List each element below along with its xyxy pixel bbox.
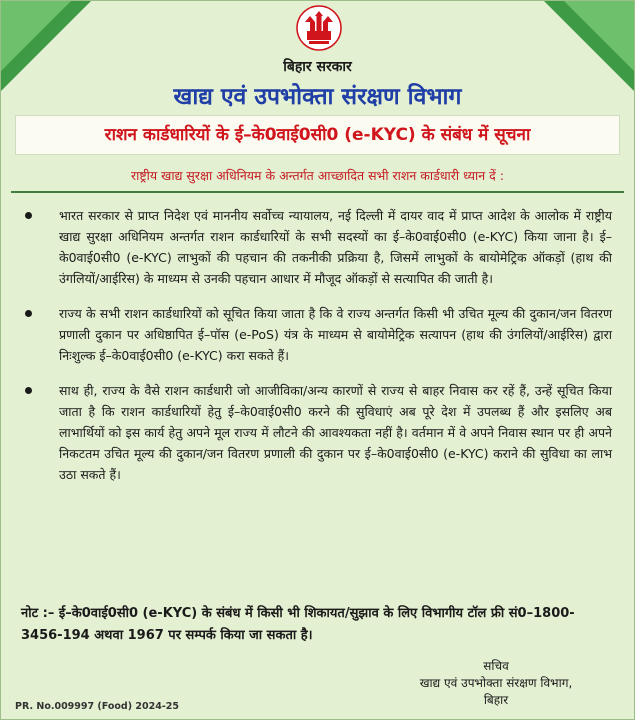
bullet-text: भारत सरकार से प्राप्त निदेश एवं माननीय सर्वोच्च न्यायालय, नई दिल्ली में दायर वाद में प्राप्त आदेश के आलोक में राष्ट्रीय खाद्य सुरक्षा अधिनियम अन्तर्गत राशन कार्डधारियों के सभी सदस्यों का ई–के0वाई0सी0 (e-KYC) किया जाना है। ई–के0वाई0सी0 (e-KYC) लाभुकों की पहचान की तकनीकी प्रक्रिया है, जिसमें लाभुकों के बायोमेट्रिक ऑकड़ों (हाथ की उंगलियों/आईरिस) के माध्यम से उनकी पहचान आधार में मौजूद ऑकड़ों से सत्यापित की जाती है। [59,208,612,286]
bullet-dot-icon [25,212,32,219]
signature-block [376,658,616,709]
bullet-text: साथ ही, राज्य के वैसे राशन कार्डधारी जो आजीविका/अन्य कारणों से राज्य से बाहर निवास कर रहें हैं, उन्हें सूचित किया जाता है कि राशन कार्डधारियों हेतु ई–के0वाई0सी0 करने की सुविधाएं अब पूरे देश में उपलब्ध हैं और इसलिए अब लाभार्थियों को इस कार्य हेतु अपने मूल राज्य में लौटने की आवश्यकता नहीं है। वर्तमान में वे अपने निवास स्थान पर ही अपने निकटतम उचित मूल्य की दुकान/जन वितरण प्रणाली की दुकान पर ई–के0वाई0सी0 (e-KYC) कराने की सुविधा का लाभ उठा सकते हैं। [59,383,612,482]
signatory-state: बिहार [483,693,509,707]
pr-number: PR. No.009997 (Food) 2024-25 [15,701,179,712]
bullet-text: राज्य के सभी राशन कार्डधारियों को सूचित किया जाता है कि वे राज्य अन्तर्गत किसी भी उचित मूल्य की दुकान/जन वितरण प्रणाली दुकान पर अधिष्ठापित ई–पॉस (e-PoS) यंत्र के माध्यम से बायोमेट्रिक सत्यापन (हाथ की उंगलियों/आईरिस) द्वारा निःशुल्क ई–के0वाई0सी0 (e-KYC) करा सकते हैं। [59,306,612,363]
signatory-department: खाद्य एवं उपभोक्ता संरक्षण विभाग, [419,676,573,690]
bullet-item [21,380,612,485]
bullet-dot-icon [25,387,32,394]
department-title: खाद्य एवं उपभोक्ता संरक्षण विभाग [173,84,462,110]
bihar-emblem-icon [296,5,342,51]
helpline-note: नोट :– ई–के0वाई0सी0 (e-KYC) के संबंध में किसी भी शिकायत/सुझाव के लिए विभागीय टॉल फ्री सं0–1800-3456-194 अथवा 1967 पर सम्पर्क किया जा सकता है। [21,606,575,643]
notice-bullets [21,205,612,499]
signatory-designation: सचिव [483,659,509,673]
notice-subheading: राष्ट्रीय खाद्य सुरक्षा अधिनियम के अन्तर्गत आच्छादित सभी राशन कार्डधारी ध्यान दें : [131,168,504,183]
bullet-item [21,303,612,366]
bullet-dot-icon [25,310,32,317]
government-name: बिहार सरकार [283,59,352,75]
divider [11,191,624,193]
bullet-item [21,205,612,289]
notice-title: राशन कार्डधारियों के ई–के0वाई0सी0 (e-KYC) के संबंध में सूचना [15,115,620,155]
